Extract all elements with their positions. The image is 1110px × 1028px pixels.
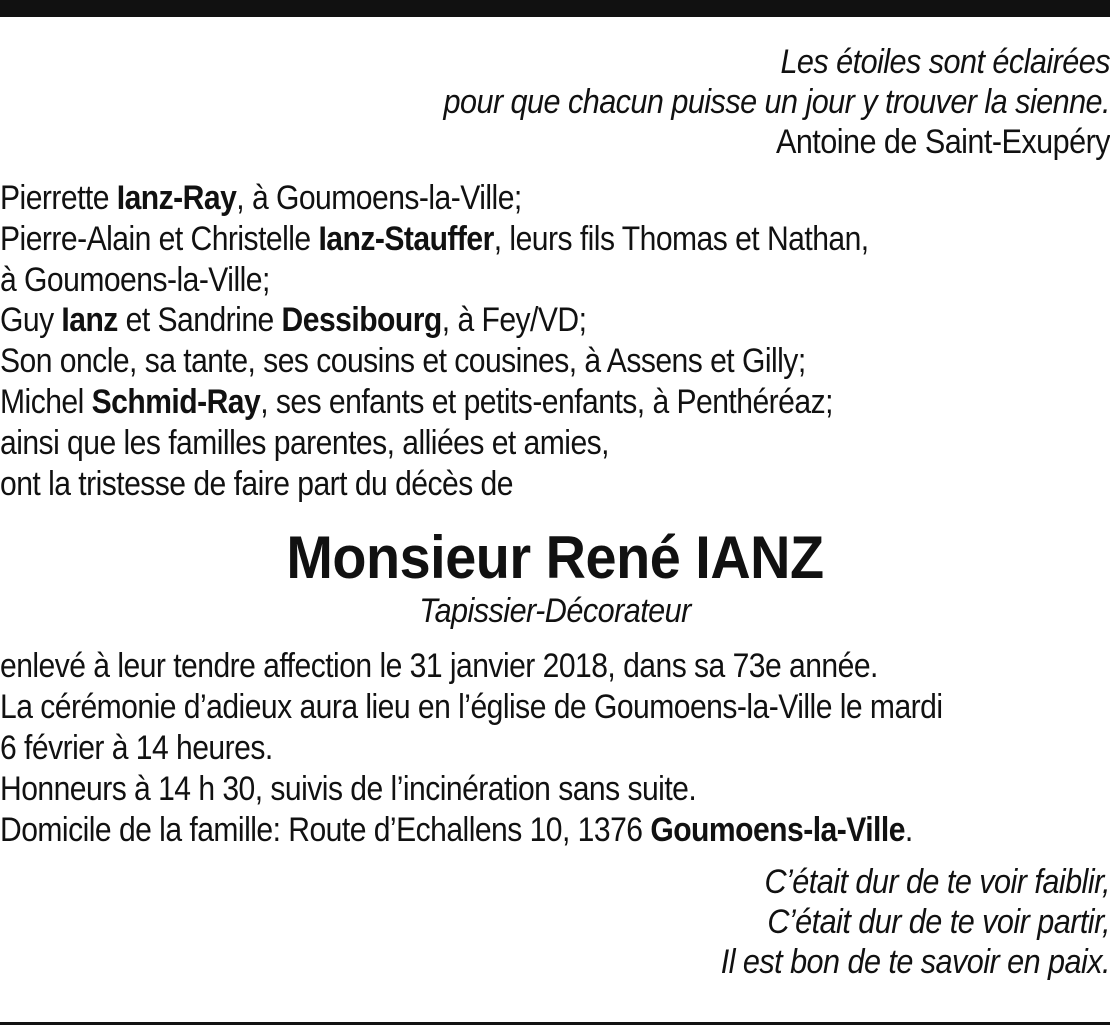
epigraph-line-2: pour que chacun puisse un jour y trouver la sienne. — [443, 83, 1110, 121]
family-line-6 — [0, 382, 982, 423]
deceased-name: Monsieur René IANZ — [286, 524, 824, 592]
family-line-2-pre: Pierre-Alain et Christelle — [0, 219, 319, 258]
deceased-profession: Tapissier-Décorateur — [419, 592, 691, 631]
family-line-2 — [0, 219, 982, 260]
closing-verse-line-2: C’était dur de te voir partir, — [767, 903, 1110, 942]
epigraph — [111, 42, 1110, 162]
details-line-5-pre: Domicile de la famille: Route d’Echallens 10, 1376 — [0, 811, 651, 850]
family-line-4 — [0, 300, 982, 341]
family-line-4-mid: et Sandrine — [117, 301, 282, 340]
family-domicile-town: Goumoens-la-Ville — [650, 811, 905, 850]
family-announcement — [0, 178, 982, 504]
family-name-ianz-ray: Ianz-Ray — [116, 179, 237, 217]
family-line-2-post: , leurs fils Thomas et Nathan, — [493, 219, 869, 258]
family-line-3: à Goumoens-la-Ville; — [0, 260, 270, 299]
obituary-notice — [0, 42, 1110, 982]
closing-verse-line-3: Il est bon de te savoir en paix. — [720, 943, 1110, 982]
epigraph-author: Antoine de Saint-Exupéry — [775, 123, 1110, 161]
family-line-4-pre: Guy — [0, 301, 62, 340]
family-name-dessibourg: Dessibourg — [281, 301, 442, 340]
family-line-1-pre: Pierrette — [0, 179, 117, 217]
epigraph-line-1: Les étoiles sont éclairées — [780, 43, 1110, 81]
top-border-rule — [0, 0, 1110, 17]
details-line-1: enlevé à leur tendre affection le 31 janvier 2018, dans sa 73e année. — [0, 647, 878, 686]
closing-verse — [111, 862, 1110, 982]
bottom-border-rule — [0, 1022, 1110, 1025]
family-line-4-post: , à Fey/VD; — [441, 301, 587, 340]
family-name-ianz: Ianz — [61, 301, 118, 340]
family-line-1-post: , à Goumoens-la-Ville; — [236, 179, 522, 217]
family-line-5: Son oncle, sa tante, ses cousins et cousines, à Assens et Gilly; — [0, 342, 806, 381]
family-line-8: ont la tristesse de faire part du décès de — [0, 464, 513, 503]
family-name-ianz-stauffer: Ianz-Stauffer — [318, 219, 494, 258]
details-line-5 — [0, 810, 982, 851]
ceremony-details — [0, 646, 982, 851]
details-line-2: La cérémonie d’adieux aura lieu en l’église de Goumoens-la-Ville le mardi — [0, 688, 943, 727]
family-line-6-post: , ses enfants et petits-enfants, à Penthéréaz; — [260, 382, 833, 421]
details-line-5-post: . — [904, 811, 913, 850]
family-line-6-pre: Michel — [0, 382, 92, 421]
closing-verse-line-1: C’était dur de te voir faiblir, — [764, 863, 1110, 902]
family-line-7: ainsi que les familles parentes, alliées et amies, — [0, 423, 610, 462]
family-line-1 — [0, 178, 982, 219]
details-line-3: 6 février à 14 heures. — [0, 729, 273, 768]
family-name-schmid-ray: Schmid-Ray — [91, 382, 261, 421]
details-line-4: Honneurs à 14 h 30, suivis de l’incinération sans suite. — [0, 770, 697, 809]
